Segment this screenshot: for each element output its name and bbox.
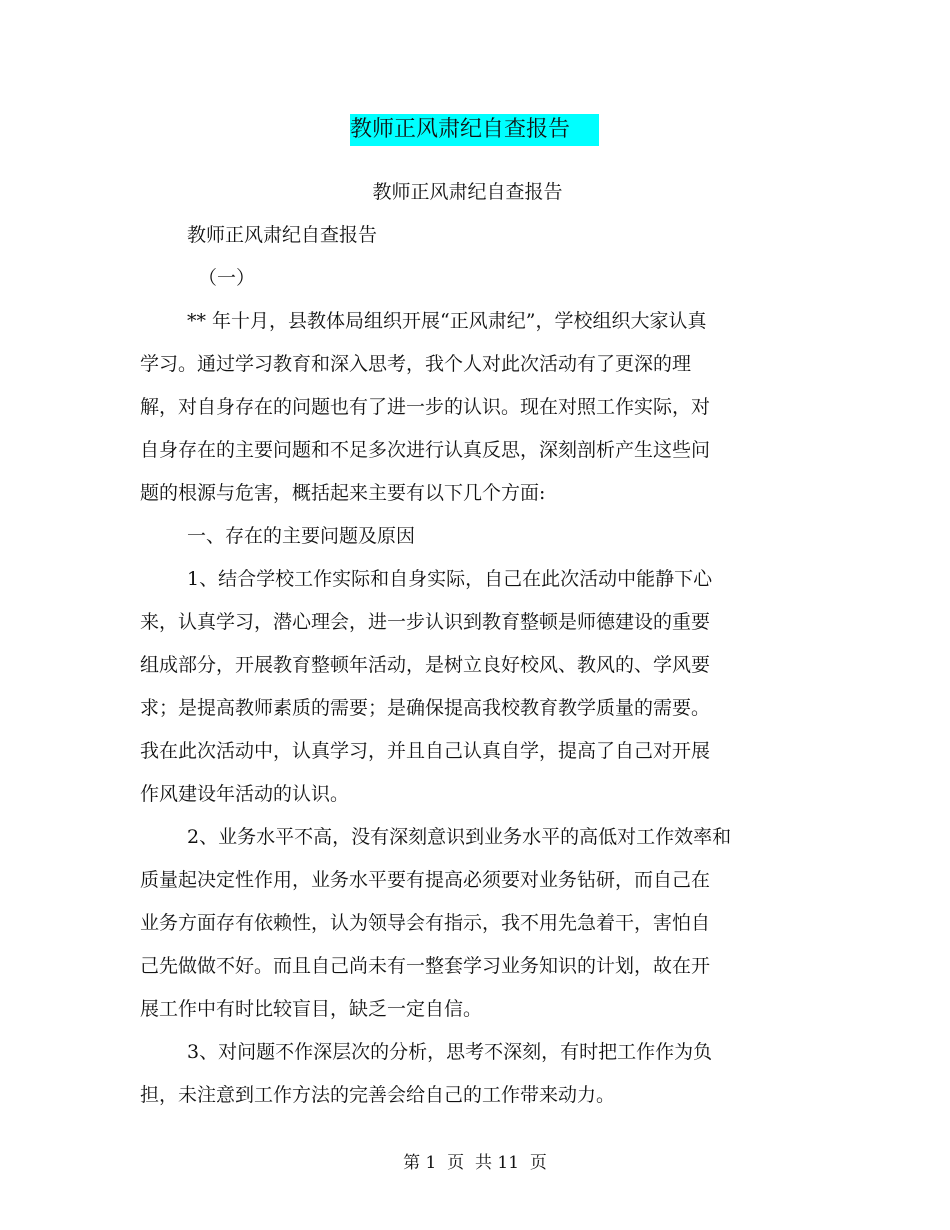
page-number-footer: 第 1 页 共 11 页 bbox=[403, 1153, 547, 1173]
body-line: 来，认真学习，潜心理会，进一步认识到教育整顿是师德建设的重要 bbox=[140, 611, 711, 633]
document-title-highlighted bbox=[350, 114, 599, 146]
body-line: 质量起决定性作用，业务水平要有提高必须要对业务钻研，而自己在 bbox=[140, 869, 711, 891]
section-heading: 一、存在的主要问题及原因 bbox=[187, 525, 416, 547]
body-line: ** 年十月，县教体局组织开展“正风肃纪”，学校组织大家认真 bbox=[187, 310, 707, 332]
body-line: 自身存在的主要问题和不足多次进行认真反思，深刻剖析产生这些问 bbox=[140, 439, 711, 461]
body-line: 题的根源与危害，概括起来主要有以下几个方面: bbox=[140, 482, 546, 504]
body-line: 担，未注意到工作方法的完善会给自己的工作带来动力。 bbox=[140, 1084, 616, 1106]
body-line: 作风建设年活动的认识。 bbox=[140, 783, 350, 805]
body-line: 解，对自身存在的问题也有了进一步的认识。现在对照工作实际，对 bbox=[140, 396, 711, 418]
document-subtitle: 教师正风肃纪自查报告 bbox=[372, 181, 563, 203]
body-line: 教师正风肃纪自查报告 bbox=[187, 224, 378, 246]
body-line: 学习。通过学习教育和深入思考，我个人对此次活动有了更深的理 bbox=[140, 353, 692, 375]
body-line: 求；是提高教师素质的需要；是确保提高我校教育教学质量的需要。 bbox=[140, 697, 711, 719]
document-body bbox=[140, 220, 780, 1123]
document-title-text: 教师正风肃纪自查报告 bbox=[350, 117, 571, 142]
body-line: 1、结合学校工作实际和自身实际，自己在此次活动中能静下心 bbox=[187, 568, 713, 590]
body-line: 组成部分，开展教育整顿年活动，是树立良好校风、教风的、学风要 bbox=[140, 654, 711, 676]
body-line: 3、对问题不作深层次的分析，思考不深刻，有时把工作作为负 bbox=[187, 1041, 713, 1063]
body-line: 己先做做不好。而且自己尚未有一整套学习业务知识的计划，故在开 bbox=[140, 955, 711, 977]
body-line: 2、业务水平不高，没有深刻意识到业务水平的高低对工作效率和 bbox=[187, 826, 732, 848]
body-line: 业务方面存有依赖性，认为领导会有指示，我不用先急着干，害怕自 bbox=[140, 912, 711, 934]
body-line: 我在此次活动中，认真学习，并且自己认真自学，提高了自己对开展 bbox=[140, 740, 711, 762]
body-line: （一） bbox=[198, 267, 256, 289]
body-line: 展工作中有时比较盲目，缺乏一定自信。 bbox=[140, 998, 483, 1020]
